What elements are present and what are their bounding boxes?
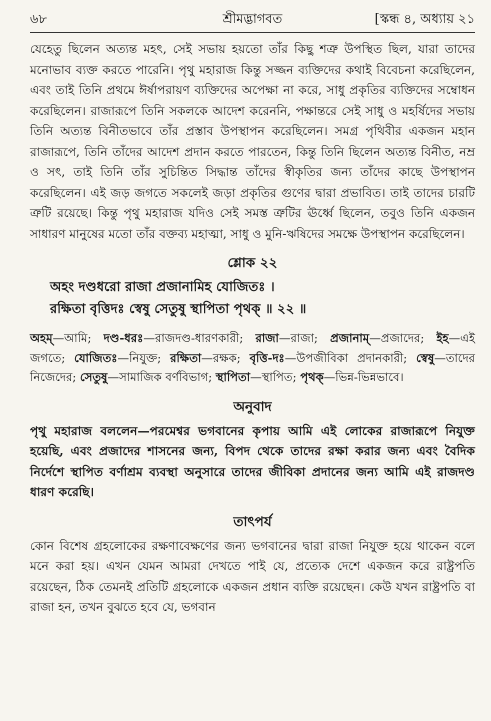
page-number: ৬৮ <box>30 12 47 27</box>
wfw-term: সেতুষু <box>80 370 108 384</box>
wfw-meaning: রাজদণ্ড-ধারণকারী <box>154 331 240 345</box>
purport-heading: তাৎপর্য <box>233 513 272 530</box>
wfw-term: পৃথক্ <box>300 370 324 384</box>
section-label: [স্কন্ধ ৪, অধ্যায় ২১ <box>374 12 475 27</box>
wfw-term: স্বেষু <box>416 350 435 365</box>
verse-line-2: রক্ষিতা বৃত্তিদঃ স্বেষু সেতুষু স্থাপিতা পৃথক্ ॥ ২২ ॥ <box>50 302 307 317</box>
purport-text: কোন বিশেষ গ্রহলোকের রক্ষণাবেক্ষণের জন্য ভগবানের দ্বারা রাজা নিযুক্ত হয়ে থাকেন বলে মনে করা হয়। এখন যেমন আমরা দেখতে পাই যে, প্রত্যেক দেশে একজন করে রাষ্ট্রপতি রয়েছেন, ঠিক তেমনই প্রতিটি গ্রহলোকে একজন প্রধান ব্যক্তি রয়েছেন। কেউ যখন রাষ্ট্রপতি বা রাজা হন, তখন বুঝতে হবে যে, ভগবান <box>30 538 475 614</box>
running-title: শ্রীমদ্ভাগবত <box>222 12 283 27</box>
wfw-meaning: আমি <box>64 331 88 345</box>
word-for-word: অহম্—আমি; দণ্ড-ধরঃ—রাজদণ্ড-ধারণকারী; রাজা—রাজা; প্রজানাম্—প্রজাদের; ইহ—এই জগতে; যোজিতঃ—নিযুক্ত; রক্ষিতা—রক্ষক; বৃত্তি-দঃ—উপজীবিকা প্রদানকারী; স্বেষু—তাদের নিজেদের; সেতুষু—সামাজিক বর্ণবিভাগ; স্থাপিতা—স্থাপিত; পৃথক্—ভিন্ন-ভিন্নভাবে। <box>30 331 476 384</box>
wfw-term: দণ্ড-ধরঃ <box>103 331 144 345</box>
header-rule <box>30 32 475 33</box>
wfw-term: রাজা <box>255 331 279 345</box>
wfw-term: ইহ <box>436 331 449 345</box>
shloka-heading: শ্লোক ২২ <box>227 255 278 271</box>
wfw-term: প্রজানাম্ <box>330 331 370 345</box>
wfw-meaning: প্রজাদের <box>380 331 421 345</box>
wfw-meaning: ভিন্ন-ভিন্নভাবে <box>335 370 400 384</box>
wfw-term: রক্ষিতা <box>170 350 202 365</box>
wfw-meaning: স্থাপিত <box>261 370 293 384</box>
wfw-meaning: নিযুক্ত <box>129 350 158 365</box>
wfw-meaning: রক্ষক <box>212 350 237 365</box>
wfw-term: বৃত্তি-দঃ <box>249 350 285 365</box>
wfw-meaning: সামাজিক বর্ণবিভাগ <box>119 370 209 384</box>
wfw-meaning: এই জগতে <box>30 331 476 365</box>
translation-heading: অনুবাদ <box>233 398 272 415</box>
wfw-meaning: উপজীবিকা প্রদানকারী <box>296 350 404 365</box>
wfw-term: যোজিতঃ <box>74 350 118 365</box>
wfw-meaning: তাদের নিজেদের <box>30 350 476 384</box>
page-header <box>30 6 475 32</box>
wfw-term: স্থাপিতা <box>215 370 251 384</box>
translation-text: পৃথু মহারাজ বললেন—পরমেশ্বর ভগবানের কৃপায় আমি এই লোকের রাজারূপে নিযুক্ত হয়েছি, এবং প্রজাদের শাসনের জন্য, বিপদ থেকে তাদের রক্ষা করার জন্য এবং বৈদিক নির্দেশে স্থাপিত বর্ণাশ্রম ব্যবস্থা অনুসারে তাদের জীবিকা প্রদানের জন্য আমি এই রাজদণ্ড ধারণ করেছি। <box>30 423 475 499</box>
intro-paragraph: যেহেতু ছিলেন অত্যন্ত মহৎ, সেই সভায় হয়তো তাঁর কিছু শত্রু উপস্থিত ছিল, যারা তাদের মনোভাব ব্যক্ত করতে পারেনি। পৃথু মহারাজ কিন্তু সজ্জন ব্যক্তিদের কথাই বিবেচনা করেছিলেন, এবং তাই তিনি প্রথমে ঈর্ষাপরায়ণ ব্যক্তিদের অপেক্ষা না করে, সাধু প্রকৃতির ব্যক্তিদের সম্বোধন করেছিলেন। রাজারূপে তিনি সকলকে আদেশ করেননি, পক্ষান্তরে সেই সাধু ও মহর্ষিদের সভায় তিনি অত্যন্ত বিনীতভাবে তাঁর প্রস্তাব উপস্থাপন করেছিলেন। সমগ্র পৃথিবীর একজন মহান রাজারূপে, তিনি তাঁদের আদেশ প্রদান করতে পারতেন, কিন্তু তিনি ছিলেন অত্যন্ত বিনীত, নম্র ও সৎ, তাই তিনি তাঁর সুচিন্তিত সিদ্ধান্ত তাঁদের স্বীকৃতির জন্য তাঁদের কাছে উপস্থাপন করেছিলেন। এই জড় জগতে সকলেই জড়া প্রকৃতির গুণের দ্বারা প্রভাবিত। তাই তাদের চারটি ত্রুটি রয়েছে। কিন্তু পৃথু মহারাজ যদিও সেই সমস্ত ত্রুটির ঊর্ধ্বে ছিলেন, তবুও তিনি একজন সাধারণ মানুষের মতো তাঁর বক্তব্য মহাত্মা, সাধু ও মুনি-ঋষিদের সমক্ষে উপস্থাপন করেছিলেন। <box>30 42 475 241</box>
wfw-meaning: রাজা <box>290 331 314 345</box>
verse-line-1: অহং দণ্ডধরো রাজা প্রজানামিহ যোজিতঃ । <box>50 280 275 295</box>
wfw-term: অহম্ <box>30 331 53 345</box>
